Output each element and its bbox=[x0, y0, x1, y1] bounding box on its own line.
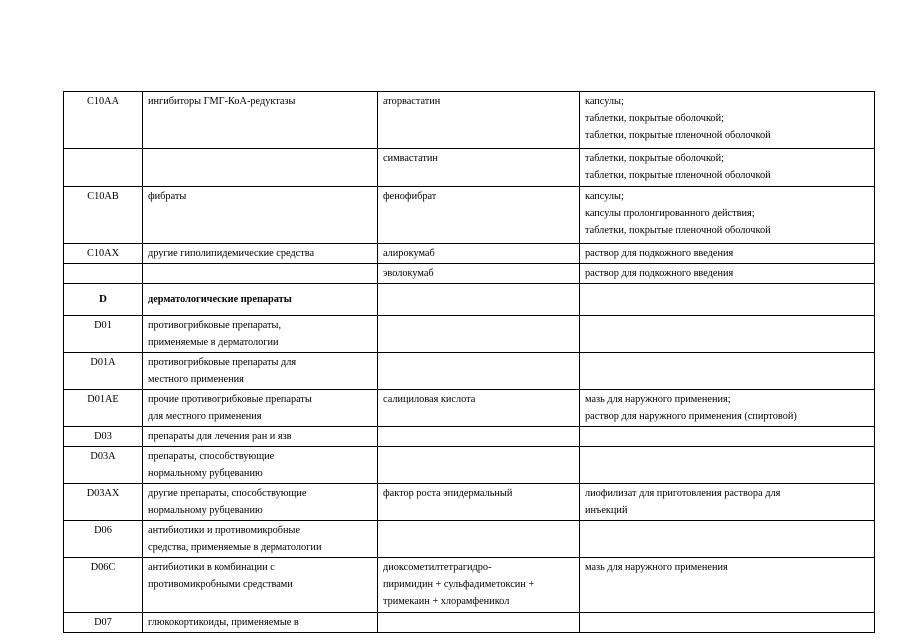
dosage-forms-cell bbox=[580, 447, 875, 484]
group-name-cell bbox=[143, 264, 378, 284]
table-body bbox=[64, 92, 875, 633]
atc-code-cell: D06C bbox=[64, 558, 143, 613]
drug-name-line: алирокумаб bbox=[383, 248, 435, 259]
dosage-forms-cell bbox=[580, 390, 875, 427]
table-row bbox=[64, 427, 875, 447]
table-row bbox=[64, 447, 875, 484]
group-name-cell bbox=[143, 613, 378, 633]
table-row bbox=[64, 521, 875, 558]
group-name-line: препараты, способствующие bbox=[148, 451, 275, 462]
table-row bbox=[64, 390, 875, 427]
group-name-cell bbox=[143, 521, 378, 558]
atc-code-cell: C10AX bbox=[64, 244, 143, 264]
drug-name-cell bbox=[378, 447, 580, 484]
atc-code-cell: D06 bbox=[64, 521, 143, 558]
drug-name-cell bbox=[378, 149, 580, 187]
group-name-cell bbox=[143, 558, 378, 613]
group-name-line: средства, применяемые в дерматологии bbox=[148, 542, 322, 553]
drug-name-line: диоксометилтетрагидро- bbox=[383, 562, 492, 573]
dosage-forms-line: таблетки, покрытые пленочной оболочкой bbox=[585, 130, 771, 141]
group-name-line: другие препараты, способствующие bbox=[148, 488, 307, 499]
table-row bbox=[64, 316, 875, 353]
dosage-forms-cell bbox=[580, 427, 875, 447]
document-page bbox=[63, 91, 874, 633]
group-name-line: другие гиполипидемические средства bbox=[148, 248, 315, 259]
drug-name-cell bbox=[378, 353, 580, 390]
table-row bbox=[64, 484, 875, 521]
dosage-forms-line: таблетки, покрытые оболочкой; bbox=[585, 153, 724, 164]
group-name-cell bbox=[143, 187, 378, 244]
drug-name-cell bbox=[378, 187, 580, 244]
dosage-forms-line: раствор для подкожного введения bbox=[585, 248, 734, 259]
group-name-cell bbox=[143, 427, 378, 447]
group-name-cell bbox=[143, 353, 378, 390]
dosage-forms-line: раствор для наружного применения (спиртовой) bbox=[585, 411, 797, 422]
table-row bbox=[64, 353, 875, 390]
group-name-cell bbox=[143, 447, 378, 484]
drug-name-line: симвастатин bbox=[383, 153, 438, 164]
atc-code-cell: C10AB bbox=[64, 187, 143, 244]
drug-name-cell bbox=[378, 484, 580, 521]
group-name-line: применяемые в дерматологии bbox=[148, 337, 279, 348]
group-name-line: нормальному рубцеванию bbox=[148, 468, 263, 479]
atc-code-cell: D01AE bbox=[64, 390, 143, 427]
drug-classification-table bbox=[63, 91, 875, 633]
dosage-forms-line: таблетки, покрытые оболочкой; bbox=[585, 113, 724, 124]
dosage-forms-line: мазь для наружного применения bbox=[585, 562, 728, 573]
atc-code-cell bbox=[64, 264, 143, 284]
dosage-forms-line: капсулы; bbox=[585, 96, 624, 107]
atc-code-cell: D01A bbox=[64, 353, 143, 390]
drug-name-line: салициловая кислота bbox=[383, 394, 476, 405]
dosage-forms-cell bbox=[580, 264, 875, 284]
dosage-forms-line: раствор для подкожного введения bbox=[585, 268, 734, 279]
drug-name-line: фактор роста эпидермальный bbox=[383, 488, 513, 499]
group-name-cell bbox=[143, 484, 378, 521]
group-name-cell bbox=[143, 244, 378, 264]
table-row bbox=[64, 187, 875, 244]
dosage-forms-cell bbox=[580, 558, 875, 613]
dosage-forms-line: капсулы; bbox=[585, 191, 624, 202]
table-row bbox=[64, 558, 875, 613]
group-name-line: прочие противогрибковые препараты bbox=[148, 394, 312, 405]
drug-name-line: фенофибрат bbox=[383, 191, 437, 202]
group-name-line: антибиотики в комбинации с bbox=[148, 562, 275, 573]
group-name-line: для местного применения bbox=[148, 411, 262, 422]
group-name-line: местного применения bbox=[148, 374, 244, 385]
dosage-forms-cell bbox=[580, 244, 875, 264]
group-name-cell bbox=[143, 149, 378, 187]
group-name-line: ингибиторы ГМГ-КоА-редуктазы bbox=[148, 96, 296, 107]
table-row bbox=[64, 284, 875, 316]
group-name-cell bbox=[143, 390, 378, 427]
table-row bbox=[64, 92, 875, 149]
dosage-forms-cell bbox=[580, 613, 875, 633]
dosage-forms-line: мазь для наружного применения; bbox=[585, 394, 731, 405]
group-name-line: дерматологические препараты bbox=[148, 294, 292, 305]
dosage-forms-cell bbox=[580, 521, 875, 558]
group-name-line: антибиотики и противомикробные bbox=[148, 525, 301, 536]
group-name-cell bbox=[143, 316, 378, 353]
group-name-cell bbox=[143, 92, 378, 149]
atc-code-cell: D03AX bbox=[64, 484, 143, 521]
atc-code-cell: D01 bbox=[64, 316, 143, 353]
drug-name-line: аторвастатин bbox=[383, 96, 441, 107]
atc-code-cell: D07 bbox=[64, 613, 143, 633]
dosage-forms-line: таблетки, покрытые пленочной оболочкой bbox=[585, 225, 771, 236]
dosage-forms-cell bbox=[580, 316, 875, 353]
group-name-line: противогрибковые препараты для bbox=[148, 357, 297, 368]
drug-name-line: эволокумаб bbox=[383, 268, 434, 279]
dosage-forms-line: капсулы пролонгированного действия; bbox=[585, 208, 755, 219]
atc-code-cell: D03A bbox=[64, 447, 143, 484]
drug-name-cell bbox=[378, 390, 580, 427]
drug-name-cell bbox=[378, 244, 580, 264]
group-name-line: глюкокортикоиды, применяемые в bbox=[148, 617, 299, 628]
dosage-forms-line: лиофилизат для приготовления раствора для bbox=[585, 488, 781, 499]
atc-code-cell bbox=[64, 149, 143, 187]
group-name-line: фибраты bbox=[148, 191, 187, 202]
atc-code-cell: D bbox=[64, 284, 143, 316]
dosage-forms-line: таблетки, покрытые пленочной оболочкой bbox=[585, 170, 771, 181]
drug-name-cell bbox=[378, 284, 580, 316]
table-row bbox=[64, 149, 875, 187]
drug-name-line: пиримидин + сульфадиметоксин + bbox=[383, 579, 535, 590]
atc-code-cell: C10AA bbox=[64, 92, 143, 149]
drug-name-cell bbox=[378, 427, 580, 447]
dosage-forms-cell bbox=[580, 284, 875, 316]
drug-name-cell bbox=[378, 558, 580, 613]
dosage-forms-cell bbox=[580, 149, 875, 187]
dosage-forms-cell bbox=[580, 353, 875, 390]
group-name-line: противогрибковые препараты, bbox=[148, 320, 282, 331]
table-row bbox=[64, 264, 875, 284]
table-row bbox=[64, 613, 875, 633]
dosage-forms-cell bbox=[580, 187, 875, 244]
drug-name-line: тримекаин + хлорамфеникол bbox=[383, 596, 510, 607]
drug-name-cell bbox=[378, 316, 580, 353]
drug-name-cell bbox=[378, 92, 580, 149]
dosage-forms-line: инъекций bbox=[585, 505, 628, 516]
dosage-forms-cell bbox=[580, 484, 875, 521]
table-row bbox=[64, 244, 875, 264]
atc-code-cell: D03 bbox=[64, 427, 143, 447]
group-name-line: нормальному рубцеванию bbox=[148, 505, 263, 516]
group-name-cell bbox=[143, 284, 378, 316]
group-name-line: препараты для лечения ран и язв bbox=[148, 431, 292, 442]
drug-name-cell bbox=[378, 521, 580, 558]
group-name-line: противомикробными средствами bbox=[148, 579, 293, 590]
drug-name-cell bbox=[378, 264, 580, 284]
drug-name-cell bbox=[378, 613, 580, 633]
dosage-forms-cell bbox=[580, 92, 875, 149]
